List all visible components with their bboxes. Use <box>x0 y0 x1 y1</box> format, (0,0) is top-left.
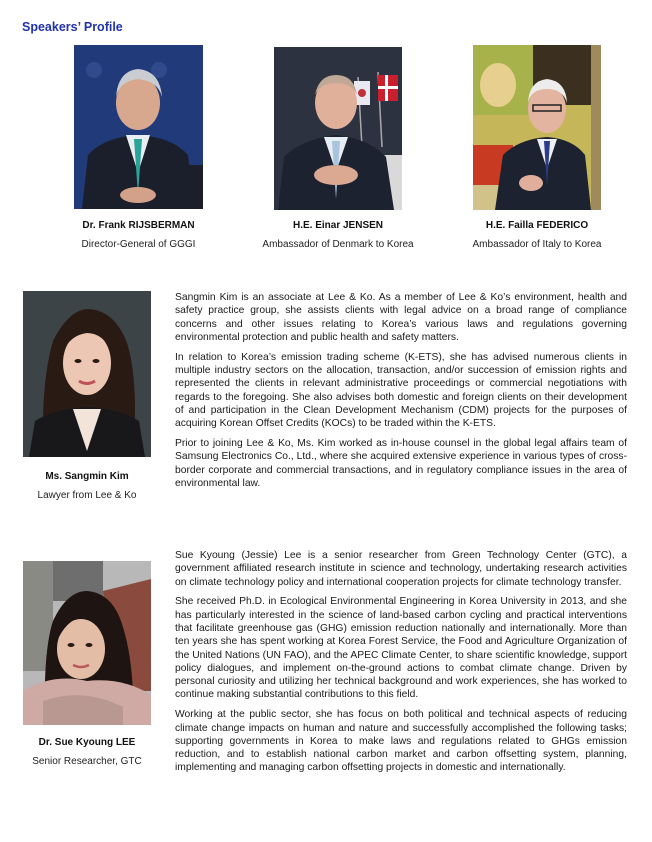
profile-bio-sangmin-kim <box>175 291 627 497</box>
speaker-role: Director-General of GGGI <box>81 239 196 250</box>
speaker-role: Ambassador of Italy to Korea <box>472 239 602 250</box>
portrait-photo-icon <box>274 47 402 210</box>
profile-bio-sue-kyoung-lee <box>175 549 627 781</box>
page-title: Speakers’ Profile <box>22 20 123 34</box>
speaker-photo-rijsberman <box>74 45 203 209</box>
speaker-photo-jensen <box>274 47 402 210</box>
bio-paragraph: Sue Kyoung (Jessie) Lee is a senior researcher from Green Technology Center (GTC), a government affiliated research institute in science and technology, undertaking research activities on climate technology policy and international cooperation projects for climate technology transfer. <box>175 550 627 588</box>
portrait-photo-icon <box>473 45 601 210</box>
speaker-name: H.E. Failla FEDERICO <box>485 220 589 231</box>
portrait-photo-icon <box>23 291 151 457</box>
bio-paragraph: Prior to joining Lee & Ko, Ms. Kim worked as in-house counsel in the global legal affairs team of Samsung Electronics Co., Ltd., where she acquired extensive experience in various types of cross-border corporate and commercial transactions, and in regulatory compliance issues in the area of environmental law. <box>175 437 627 489</box>
bio-paragraph: Sangmin Kim is an associate at Lee & Ko. As a member of Lee & Ko’s environment, health and safety practice group, she assists clients with legal advice on a broad range of compliance concerns and other issues relating to Korea’s various laws and regulations governing environmental protection and public health and safety matters. <box>175 292 627 343</box>
bio-paragraph: She received Ph.D. in Ecological Environmental Engineering in Korea University in 2013, and she has particularly interested in the science of land-based carbon cycling and practical interventions that facilitate greenhouse gas (GHG) emission reduction nationally and internationally. More than ten years she has spent working at Korea Forest Service, the Food and Agriculture Organization of the United Nations (UN FAO), and the APEC Climate Center, to share scientific knowledge, support policy dialogues, and implement on-the-ground actions to combat climate change. Driven by personal curiosity and utilizing her technical background and work experiences, she has worked to continue making substantial contributions to this field. <box>175 596 627 701</box>
speaker-role: Ambassador of Denmark to Korea <box>262 239 414 250</box>
profile-photo-sangmin-kim <box>23 291 151 457</box>
bio-paragraph: In relation to Korea’s emission trading scheme (K-ETS), she has advised numerous clients in multiple industry sectors on the allocation, transaction, and/or succession of emission rights and represented the clients in relevant administrative proceedings or commercial negotiations with regards to the foregoing. She also advises both domestic and foreign clients on their development of and participation in the Clean Development Mechanism (CDM) projects for the purposes of acquiring Korean Offset Credits (KOCs) to be traded within the K-ETS. <box>175 351 627 430</box>
portrait-photo-icon <box>74 45 203 209</box>
bio-paragraph: Working at the public sector, she has focus on both political and technical aspects of reducing climate change impacts on human and nature and successfully accomplished the following tasks; supporting governments in Korea to make laws and regulations related to GHGs emission reduction, and to establish national carbon market and carbon offsetting system, planning, implementing and managing carbon offsetting projects in domestic and internationally. <box>175 709 627 774</box>
speaker-name: H.E. Einar JENSEN <box>292 220 384 231</box>
profile-role: Lawyer from Lee & Ko <box>37 490 137 501</box>
profile-name: Dr. Sue Kyoung LEE <box>38 737 136 748</box>
profile-photo-sue-kyoung-lee <box>23 561 151 725</box>
profile-role: Senior Researcher, GTC <box>32 756 142 767</box>
speaker-name: Dr. Frank RIJSBERMAN <box>82 220 195 231</box>
speaker-photo-federico <box>473 45 601 210</box>
portrait-photo-icon <box>23 561 151 725</box>
profile-name: Ms. Sangmin Kim <box>45 471 129 482</box>
